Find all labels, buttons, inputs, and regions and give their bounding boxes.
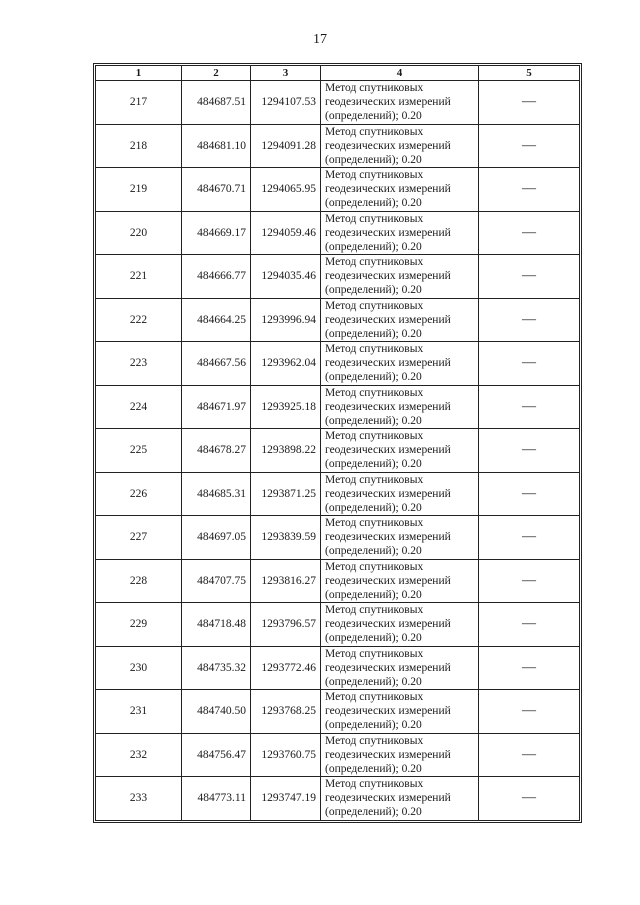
point-number-cell: 217 xyxy=(96,81,182,125)
table-row xyxy=(96,385,580,429)
coordinates-table-frame xyxy=(93,63,582,823)
y-coordinate-cell: 1293962.04 xyxy=(251,342,321,386)
point-number-cell: 231 xyxy=(96,690,182,734)
point-number-cell: 228 xyxy=(96,559,182,603)
note-cell: — xyxy=(479,385,580,429)
table-row xyxy=(96,603,580,647)
method-accuracy-cell: Метод спутниковых геодезических измерений (определений); 0.20 xyxy=(321,255,479,299)
method-accuracy-cell: Метод спутниковых геодезических измерений (определений); 0.20 xyxy=(321,298,479,342)
x-coordinate-cell: 484735.32 xyxy=(182,646,251,690)
point-number-cell: 232 xyxy=(96,733,182,777)
note-cell: — xyxy=(479,211,580,255)
point-number-cell: 220 xyxy=(96,211,182,255)
point-number-cell: 233 xyxy=(96,777,182,821)
x-coordinate-cell: 484773.11 xyxy=(182,777,251,821)
header-col-1: 1 xyxy=(96,66,182,81)
method-accuracy-cell: Метод спутниковых геодезических измерений (определений); 0.20 xyxy=(321,777,479,821)
method-accuracy-cell: Метод спутниковых геодезических измерений (определений); 0.20 xyxy=(321,211,479,255)
method-accuracy-cell: Метод спутниковых геодезических измерений (определений); 0.20 xyxy=(321,516,479,560)
note-cell: — xyxy=(479,124,580,168)
note-cell: — xyxy=(479,168,580,212)
x-coordinate-cell: 484669.17 xyxy=(182,211,251,255)
table-row xyxy=(96,255,580,299)
note-cell: — xyxy=(479,777,580,821)
y-coordinate-cell: 1294091.28 xyxy=(251,124,321,168)
method-accuracy-cell: Метод спутниковых геодезических измерений (определений); 0.20 xyxy=(321,733,479,777)
point-number-cell: 223 xyxy=(96,342,182,386)
method-accuracy-cell: Метод спутниковых геодезических измерений (определений); 0.20 xyxy=(321,559,479,603)
note-cell: — xyxy=(479,603,580,647)
y-coordinate-cell: 1293747.19 xyxy=(251,777,321,821)
x-coordinate-cell: 484667.56 xyxy=(182,342,251,386)
table-row xyxy=(96,81,580,125)
method-accuracy-cell: Метод спутниковых геодезических измерений (определений); 0.20 xyxy=(321,603,479,647)
table-row xyxy=(96,777,580,821)
point-number-cell: 218 xyxy=(96,124,182,168)
y-coordinate-cell: 1293772.46 xyxy=(251,646,321,690)
x-coordinate-cell: 484678.27 xyxy=(182,429,251,473)
y-coordinate-cell: 1294107.53 xyxy=(251,81,321,125)
note-cell: — xyxy=(479,733,580,777)
x-coordinate-cell: 484685.31 xyxy=(182,472,251,516)
y-coordinate-cell: 1293871.25 xyxy=(251,472,321,516)
table-row xyxy=(96,124,580,168)
y-coordinate-cell: 1294065.95 xyxy=(251,168,321,212)
table-row xyxy=(96,690,580,734)
table-row xyxy=(96,342,580,386)
table-row xyxy=(96,559,580,603)
y-coordinate-cell: 1293768.25 xyxy=(251,690,321,734)
y-coordinate-cell: 1294035.46 xyxy=(251,255,321,299)
x-coordinate-cell: 484697.05 xyxy=(182,516,251,560)
method-accuracy-cell: Метод спутниковых геодезических измерений (определений); 0.20 xyxy=(321,342,479,386)
note-cell: — xyxy=(479,429,580,473)
x-coordinate-cell: 484687.51 xyxy=(182,81,251,125)
y-coordinate-cell: 1293839.59 xyxy=(251,516,321,560)
note-cell: — xyxy=(479,298,580,342)
table-row xyxy=(96,298,580,342)
table-header xyxy=(96,66,580,81)
point-number-cell: 222 xyxy=(96,298,182,342)
note-cell: — xyxy=(479,559,580,603)
note-cell: — xyxy=(479,255,580,299)
method-accuracy-cell: Метод спутниковых геодезических измерений (определений); 0.20 xyxy=(321,385,479,429)
note-cell: — xyxy=(479,472,580,516)
point-number-cell: 229 xyxy=(96,603,182,647)
header-col-3: 3 xyxy=(251,66,321,81)
method-accuracy-cell: Метод спутниковых геодезических измерений (определений); 0.20 xyxy=(321,168,479,212)
table-row xyxy=(96,168,580,212)
x-coordinate-cell: 484681.10 xyxy=(182,124,251,168)
note-cell: — xyxy=(479,646,580,690)
header-col-5: 5 xyxy=(479,66,580,81)
table-row xyxy=(96,646,580,690)
point-number-cell: 219 xyxy=(96,168,182,212)
method-accuracy-cell: Метод спутниковых геодезических измерений (определений); 0.20 xyxy=(321,124,479,168)
method-accuracy-cell: Метод спутниковых геодезических измерений (определений); 0.20 xyxy=(321,646,479,690)
point-number-cell: 230 xyxy=(96,646,182,690)
y-coordinate-cell: 1294059.46 xyxy=(251,211,321,255)
x-coordinate-cell: 484666.77 xyxy=(182,255,251,299)
method-accuracy-cell: Метод спутниковых геодезических измерений (определений); 0.20 xyxy=(321,472,479,516)
x-coordinate-cell: 484707.75 xyxy=(182,559,251,603)
method-accuracy-cell: Метод спутниковых геодезических измерений (определений); 0.20 xyxy=(321,690,479,734)
note-cell: — xyxy=(479,342,580,386)
header-col-2: 2 xyxy=(182,66,251,81)
note-cell: — xyxy=(479,81,580,125)
note-cell: — xyxy=(479,690,580,734)
x-coordinate-cell: 484756.47 xyxy=(182,733,251,777)
x-coordinate-cell: 484670.71 xyxy=(182,168,251,212)
x-coordinate-cell: 484671.97 xyxy=(182,385,251,429)
method-accuracy-cell: Метод спутниковых геодезических измерений (определений); 0.20 xyxy=(321,429,479,473)
y-coordinate-cell: 1293898.22 xyxy=(251,429,321,473)
x-coordinate-cell: 484664.25 xyxy=(182,298,251,342)
header-row xyxy=(96,66,580,81)
page-number: 17 xyxy=(313,32,327,47)
point-number-cell: 226 xyxy=(96,472,182,516)
table-row xyxy=(96,429,580,473)
method-accuracy-cell: Метод спутниковых геодезических измерений (определений); 0.20 xyxy=(321,81,479,125)
y-coordinate-cell: 1293816.27 xyxy=(251,559,321,603)
x-coordinate-cell: 484740.50 xyxy=(182,690,251,734)
point-number-cell: 221 xyxy=(96,255,182,299)
note-cell: — xyxy=(479,516,580,560)
table-row xyxy=(96,472,580,516)
point-number-cell: 224 xyxy=(96,385,182,429)
table-row xyxy=(96,211,580,255)
x-coordinate-cell: 484718.48 xyxy=(182,603,251,647)
coordinates-table xyxy=(95,65,580,821)
y-coordinate-cell: 1293996.94 xyxy=(251,298,321,342)
table-body xyxy=(96,81,580,821)
point-number-cell: 227 xyxy=(96,516,182,560)
y-coordinate-cell: 1293925.18 xyxy=(251,385,321,429)
header-col-4: 4 xyxy=(321,66,479,81)
y-coordinate-cell: 1293760.75 xyxy=(251,733,321,777)
point-number-cell: 225 xyxy=(96,429,182,473)
table-row xyxy=(96,733,580,777)
table-row xyxy=(96,516,580,560)
y-coordinate-cell: 1293796.57 xyxy=(251,603,321,647)
